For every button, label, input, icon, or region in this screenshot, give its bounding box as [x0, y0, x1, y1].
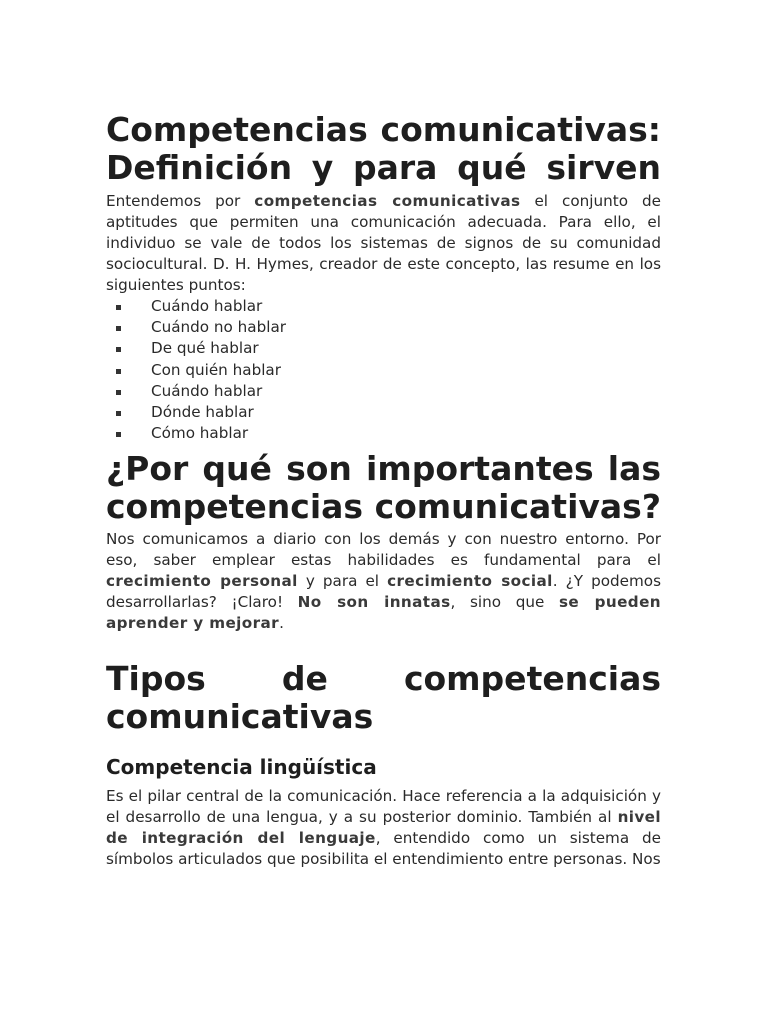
list-item: De qué hablar	[106, 338, 661, 359]
subheading-linguistic: Competencia lingüística	[106, 755, 377, 780]
text-run: Entendemos por	[106, 192, 255, 210]
heading-types	[106, 660, 661, 736]
text-run: Nos comunicamos a diario con los demás y con nuestro entorno. Por eso, saber emplear estas habilidades es fundamental para el	[106, 530, 661, 570]
text-run: . ¿Y podemos desarrollarlas? ¡Claro!	[106, 572, 661, 612]
heading-types-line2: comunicativas	[106, 697, 374, 737]
heading-importance-line2: comunicativas?	[374, 487, 661, 527]
text-run: , sino que	[450, 593, 559, 612]
text-run: el conjunto de aptitudes que permiten una comunicación adecuada. Para ello, el individuo se vale de todos los sistemas de signos de su comunidad sociocultural. D. H. Hymes, creador de este concepto, las resume en los siguientes puntos:	[106, 192, 661, 294]
bold-text: nivel de integración del lenguaje	[106, 808, 661, 848]
heading-definition-line2: Definición y para qué sirven	[106, 148, 661, 187]
bold-text: se pueden aprender y mejorar	[106, 593, 661, 633]
heading-types-line1: Tipos de competencias	[106, 659, 661, 699]
list-item: Dónde hablar	[106, 402, 661, 423]
paragraph-definition	[106, 191, 661, 296]
heading-importance-line1: ¿Por qué son importantes las competencias	[106, 449, 661, 527]
list-item: Cómo hablar	[106, 423, 661, 444]
bold-text: crecimiento social	[387, 572, 553, 591]
document-page	[106, 111, 661, 870]
paragraph-linguistic	[106, 786, 661, 870]
heading-definition	[106, 111, 661, 187]
bold-text: No son innatas	[297, 593, 451, 612]
heading-importance	[106, 450, 661, 526]
text-run: .	[279, 614, 284, 633]
heading-definition-line1: Competencias comunicativas:	[106, 110, 661, 149]
bullet-list	[106, 296, 661, 444]
bold-text: competencias comunicativas	[254, 192, 521, 210]
paragraph-importance	[106, 529, 661, 634]
list-item: Cuándo hablar	[106, 296, 661, 317]
text-run: Es el pilar central de la comunicación. Hace referencia a la adquisición y el desarrollo de una lengua, y a su posterior dominio. También al	[106, 787, 661, 827]
list-item: Cuándo no hablar	[106, 317, 661, 338]
text-run: , entendido como un sistema de símbolos articulados que posibilita el entendimiento entre personas. Nos	[106, 829, 661, 869]
text-run: y para el	[297, 572, 388, 591]
list-item: Cuándo hablar	[106, 381, 661, 402]
bold-text: crecimiento personal	[106, 572, 298, 591]
list-item: Con quién hablar	[106, 360, 661, 381]
